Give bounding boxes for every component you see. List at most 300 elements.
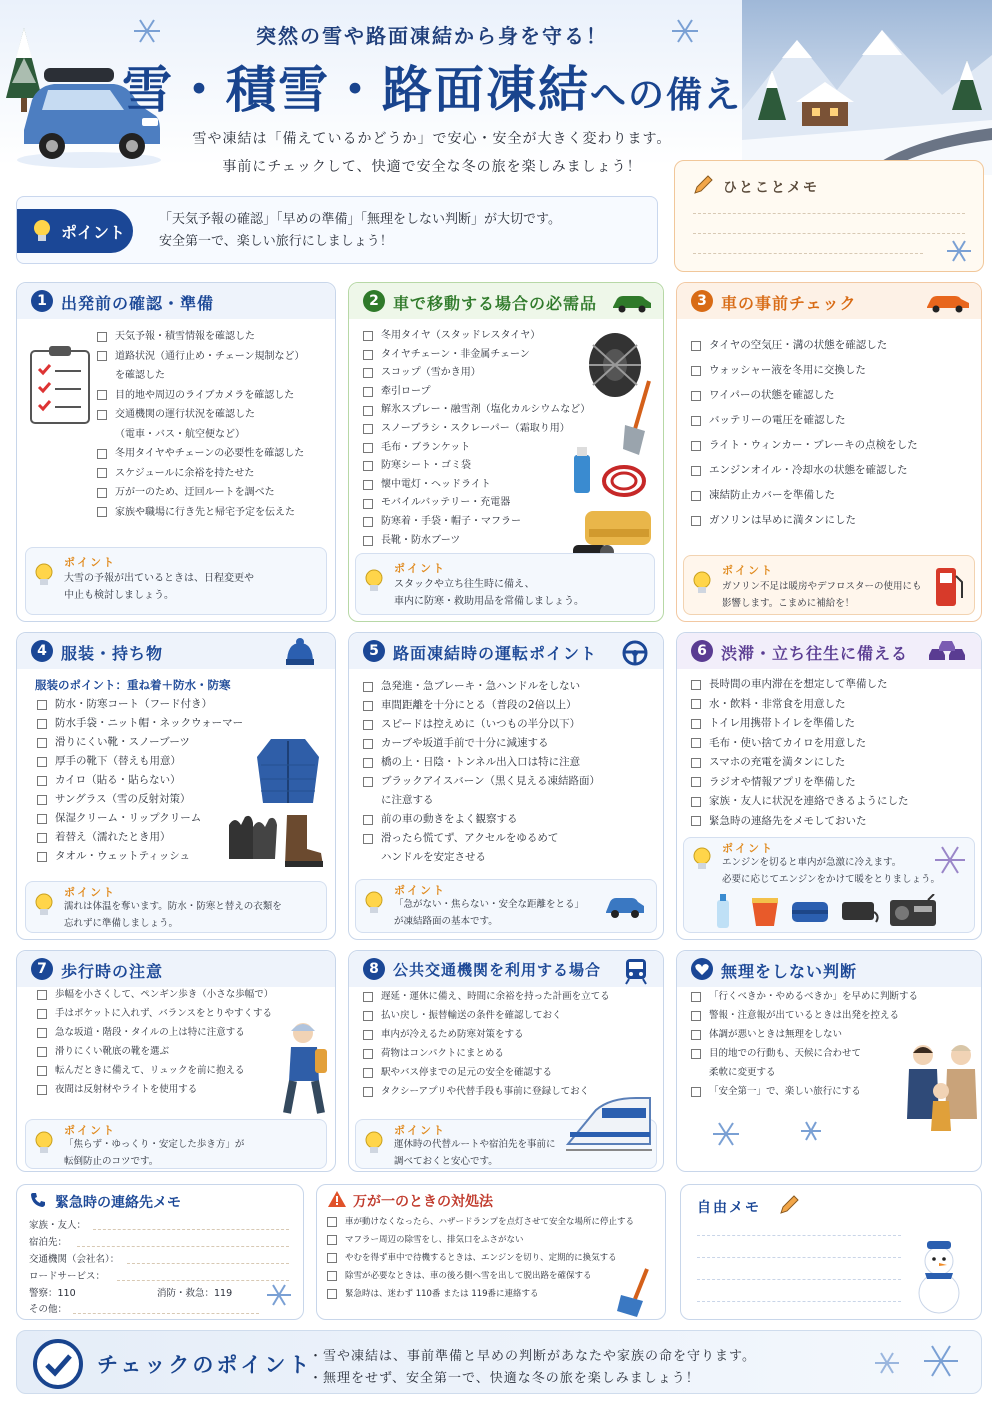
checklist-item[interactable] [35,847,243,866]
checklist-item[interactable] [689,792,909,812]
checkbox[interactable] [363,387,373,397]
checklist-item[interactable] [361,677,600,696]
checkbox[interactable] [37,738,47,748]
snowflake-icon [711,1119,741,1149]
checklist-item[interactable] [361,1063,610,1082]
checklist-item[interactable] [689,1025,918,1044]
car-icon [611,293,653,313]
checkbox[interactable] [691,366,701,376]
checklist-item[interactable] [361,327,590,346]
checklist-item[interactable] [361,532,590,551]
checkbox[interactable] [363,682,373,692]
checklist-item[interactable] [325,1231,634,1249]
checkbox[interactable] [363,424,373,434]
footer-title: チェックのポイント [97,1353,313,1377]
checkbox[interactable] [691,680,701,690]
footer-line-2: ・無理をせず、安全第一で、快適な冬の旅を楽しみましょう！ [309,1371,700,1386]
checklist-item[interactable] [361,1006,610,1025]
tip-text [722,578,922,612]
section-public-transport [348,950,664,1172]
checklist [361,677,600,867]
tip-box [25,1119,327,1169]
checklist [689,333,918,533]
tip-text [64,570,254,604]
checklist-text: 交通機関の運行状況を確認した [115,409,255,420]
checklist-item[interactable] [35,828,243,847]
checklist-text: 目的地や周辺のライブカメラを確認した [115,389,295,401]
tip-line: 車内に防寒・救助用品を常備しましょう。 [394,596,584,607]
checklist-item[interactable] [325,1213,634,1231]
checklist-item[interactable] [361,810,600,829]
winter-jacket-illustration [253,733,323,807]
checkbox[interactable] [363,517,373,527]
checklist-text: 毛布・ブランケット [381,441,471,453]
checklist-item[interactable] [689,433,918,458]
checkbox[interactable] [691,341,701,351]
family-illustration [899,1039,983,1135]
checkbox[interactable] [97,351,107,361]
checklist-text: 防寒着・手袋・帽子・マフラー [381,515,521,527]
checkbox[interactable] [691,758,701,768]
checklist-text: やむを得ず車中で待機するときは、エンジンを切り、定期的に換気する [345,1253,617,1263]
checklist-item[interactable] [361,734,600,753]
checkbox[interactable] [97,488,107,498]
checkbox[interactable] [363,1087,373,1097]
checklist-item[interactable] [95,347,305,367]
checklist-item[interactable] [361,772,600,791]
checkbox[interactable] [327,1217,337,1227]
checklist-text: タイヤチェーン・非金属チェーン [381,348,530,360]
checklist-item[interactable] [361,401,590,420]
section-title: 歩行時の注意 [61,962,164,981]
checkbox[interactable] [97,410,107,420]
checkbox[interactable] [691,391,701,401]
train-icon [623,957,649,985]
tip-box [355,553,655,615]
contact-row: ロードサービス： [29,1271,106,1282]
checklist-text: 防寒シート・ゴミ袋 [381,460,471,472]
checkbox[interactable] [363,815,373,825]
section-title: 公共交通機関を利用する場合 [393,961,602,979]
checklist-item[interactable] [95,386,305,406]
memo-title: ひとことメモ [723,180,819,196]
checklist [361,327,590,550]
checkbox[interactable] [691,738,701,748]
checklist-item[interactable] [35,714,243,733]
checkbox[interactable] [363,992,373,1002]
checkbox[interactable] [327,1271,337,1281]
checklist-item[interactable] [35,985,273,1004]
section-title: 無理をしない判断 [721,962,858,981]
checklist-item[interactable] [361,346,590,365]
water-bottle-icon [714,892,732,930]
tip-line: 濡れは体温を奪います。防水・防寒と替えの衣類を [64,901,282,912]
checklist-text: タクシーアプリや代替手段も事前に登録しておく [381,1086,590,1097]
checkbox[interactable] [691,491,701,501]
checklist-text: 荷物はコンパクトにまとめる [381,1048,504,1059]
checklist-item[interactable] [325,1267,634,1285]
lead-line-2: 事前にチェックして、快適で安全な冬の旅を楽しみましょう！ [222,159,642,175]
checkbox[interactable] [691,1011,701,1021]
checklist-text: 除雪が必要なときは、車の後ろ側へ雪を出して脱出路を確保する [345,1271,592,1281]
checklist-item[interactable] [361,439,590,458]
checklist-item[interactable] [689,734,909,754]
memo-box[interactable] [674,160,984,272]
checklist-item[interactable] [689,383,918,408]
checkbox[interactable] [97,390,107,400]
checklist-text: サングラス（雪の反射対策） [55,793,191,805]
checklist-item[interactable] [35,733,243,752]
tip-box [355,879,657,933]
checklist-item[interactable] [361,1044,610,1063]
section-traffic-stranded [676,632,982,940]
lead-line-1: 雪や凍結は「備えているかどうか」で安心・安全が大きく変わります。 [192,131,672,147]
police-number: 警察：110 [29,1288,76,1299]
checklist-item[interactable] [35,1042,273,1061]
car-icon [925,293,971,313]
steering-wheel-icon [621,639,649,667]
tip-line: 「焦らず・ゆっくり・安定した歩き方」が [64,1139,245,1150]
warning-icon [327,1190,347,1208]
checkbox[interactable] [363,480,373,490]
checkbox[interactable] [691,1087,701,1097]
clothing-subhead: 服装のポイント：重ね着＋防水・防寒 [35,678,231,692]
section-number: 5 [363,640,385,662]
checkbox[interactable] [37,795,47,805]
checkbox[interactable] [363,739,373,749]
checkbox[interactable] [691,719,701,729]
checkbox[interactable] [691,1049,701,1059]
checklist-item[interactable] [361,753,600,772]
checklist-text: バッテリーの電圧を確認した [709,414,846,426]
checklist-text: 車間距離を十分にとる（普段の2倍以上） [381,699,577,711]
checklist-text: 目的地での行動も、天候に合わせて [709,1048,862,1059]
checkbox[interactable] [691,797,701,807]
checkbox[interactable] [37,833,47,843]
checklist-text: スコップ（雪かき用） [381,367,481,379]
checkbox[interactable] [363,834,373,844]
checkbox[interactable] [691,777,701,787]
checkbox[interactable] [363,406,373,416]
checkbox[interactable] [363,1068,373,1078]
tip-line: スタックや立ち往生時に備え、 [394,579,535,590]
knit-hat-icon [283,637,317,667]
checklist-text: 前の車の動きをよく観察する [381,813,518,825]
checklist-item[interactable] [361,364,590,383]
checkbox[interactable] [691,816,701,826]
tip-box [683,837,975,933]
checkbox[interactable] [37,719,47,729]
checkbox[interactable] [37,852,47,862]
checklist-text: ハンドルを安定させる [381,851,486,863]
checklist-item[interactable] [361,494,590,513]
gas-pump-icon [934,564,964,608]
checklist-item[interactable] [35,1004,273,1023]
page-subtitle: 突然の雪や路面凍結から身を守る！ [256,24,608,48]
checklist-item[interactable] [361,457,590,476]
shovel-illustration [619,379,659,459]
contact-row: 家族・友人： [29,1220,87,1231]
checklist-item[interactable] [35,1061,273,1080]
checklist-text: 転んだときに備えて、リュックを前に抱える [55,1065,245,1076]
car-on-ice-icon [602,892,646,922]
gloves-illustration [225,811,279,863]
checkbox[interactable] [691,992,701,1002]
checklist-text: 牽引ロープ [381,385,431,397]
tip-line: 中止も検討しましょう。 [64,590,174,601]
point-tag [17,209,133,253]
section-number: 3 [691,290,713,312]
pencil-icon [691,173,715,197]
checklist-item[interactable] [95,464,305,484]
checklist-item[interactable] [689,1006,918,1025]
checklist-text: 家族・友人に状況を連絡できるようにした [709,795,909,807]
tip-line: 「急がない・焦らない・安全な距離をとる」 [394,899,585,910]
section-icy-driving [348,632,664,940]
spray-can-illustration [571,443,593,495]
checkbox[interactable] [37,700,47,710]
checklist-item[interactable] [35,1023,273,1042]
checklist-item[interactable] [361,476,590,495]
checkbox[interactable] [327,1235,337,1245]
free-memo-card[interactable] [680,1184,982,1320]
checklist-item[interactable] [95,444,305,464]
checkbox[interactable] [363,350,373,360]
checklist-text: を確認した [115,370,165,381]
checklist-item[interactable] [689,675,909,695]
checkbox[interactable] [363,758,373,768]
snowflake-icon [932,842,968,878]
tip-label: ポイント [394,884,446,897]
checklist-continuation [95,366,305,386]
lightbulb-icon [364,568,384,594]
checklist-item[interactable] [325,1249,634,1267]
snowflake-icon [921,1341,961,1381]
checkbox[interactable] [97,507,107,517]
tip-label: ポイント [64,886,116,899]
snow-shovel-icon [615,1267,655,1319]
checklist-item[interactable] [95,327,305,347]
snowflake-icon [265,1281,293,1309]
checklist-continuation [361,791,600,810]
checklist-item[interactable] [689,773,909,793]
tip-label: ポイント [64,1124,116,1137]
checklist-item[interactable] [95,483,305,503]
tip-text [394,576,584,610]
checklist-item[interactable] [35,809,243,828]
lightbulb-icon [364,1130,384,1156]
checkbox[interactable] [691,1030,701,1040]
checklist-item[interactable] [35,695,243,714]
section-departure-prep [16,282,336,622]
checklist-text: ラジオや情報アプリを準備した [709,775,856,788]
checkbox[interactable] [363,777,373,787]
checklist-text: スマホの充電を満タンにした [709,756,846,768]
checklist-item[interactable] [95,503,305,523]
snowflake-icon [945,237,973,265]
checklist-item[interactable] [35,1080,273,1099]
checklist-continuation [361,848,600,867]
tip-line: 運休時の代替ルートや宿泊先を事前に [394,1139,556,1150]
tip-line: ガソリン不足は暖房やデフロスターの使用にも [722,581,922,592]
checkbox[interactable] [691,466,701,476]
checkbox[interactable] [691,699,701,709]
checklist-item[interactable] [325,1285,634,1303]
checkbox[interactable] [97,332,107,342]
checklist-item[interactable] [361,715,600,734]
page-title [0,50,864,122]
checkbox[interactable] [363,499,373,509]
checklist-text: 「安全第一」で、楽しい旅行にする [709,1086,861,1097]
checkbox[interactable] [363,368,373,378]
checklist-item[interactable] [35,771,243,790]
section-title: 路面凍結時の運転ポイント [393,644,598,663]
lightbulb-icon [692,570,712,596]
section-number: 2 [363,290,385,312]
checklist-item[interactable] [361,383,590,402]
checkbox[interactable] [691,516,701,526]
checkbox[interactable] [37,776,47,786]
checklist-text: タイヤの空気圧・溝の状態を確認した [709,339,888,351]
checklist-text: 家族や職場に行き先と帰宅予定を伝えた [115,506,295,518]
emergency-contacts-card[interactable] [16,1184,304,1320]
tip-text [722,854,940,888]
checkbox[interactable] [37,1009,47,1019]
checklist-item[interactable] [689,458,918,483]
checklist-text: カイロ（貼る・貼らない） [55,774,181,786]
checkbox[interactable] [37,1028,47,1038]
checkbox[interactable] [37,814,47,824]
checklist-item[interactable] [689,408,918,433]
contact-row: 交通機関（会社名）： [29,1254,120,1265]
checkbox[interactable] [363,1030,373,1040]
checklist-item[interactable] [689,812,909,832]
tip-line: が凍結路面の基本です。 [394,916,498,927]
checkbox[interactable] [363,443,373,453]
checkbox[interactable] [37,1047,47,1057]
checkbox[interactable] [37,1066,47,1076]
checklist-item[interactable] [361,696,600,715]
tip-line: 必要に応じてエンジンをかけて暖をとりましょう。 [722,874,941,885]
checkbox[interactable] [363,1011,373,1021]
checklist-item[interactable] [689,987,918,1006]
checkbox[interactable] [97,468,107,478]
checklist-text: 急発進・急ブレーキ・急ハンドルをしない [381,680,581,692]
checklist [35,985,273,1099]
tip-box [683,555,975,615]
checkbox[interactable] [97,449,107,459]
lightbulb-icon [34,892,54,918]
checklist-item[interactable] [361,1025,610,1044]
checkbox[interactable] [691,441,701,451]
checklist-text: 払い戻し・振替輸送の条件を確認しておく [381,1010,562,1021]
checkbox[interactable] [363,701,373,711]
tip-box [25,881,327,933]
checkbox[interactable] [37,757,47,767]
checkbox[interactable] [363,331,373,341]
checklist-text: 歩幅を小さくして、ペンギン歩き（小さな歩幅で） [55,989,274,1000]
checklist-text: 毛布・使い捨てカイロを用意した [709,736,867,749]
checklist-item[interactable] [689,695,909,715]
checkbox[interactable] [37,1085,47,1095]
checkbox[interactable] [363,461,373,471]
checkbox[interactable] [363,720,373,730]
checklist-item[interactable] [689,1082,918,1101]
checklist-text: 手はポケットに入れず、バランスをとりやすくする [55,1008,272,1019]
section-number: 7 [31,958,53,980]
checkbox[interactable] [37,990,47,1000]
clipboard-checklist-icon [27,345,93,425]
checklist-text: 滑りにくい靴・スノーブーツ [55,736,190,748]
checklist-item[interactable] [361,513,590,532]
tip-label: ポイント [722,842,774,855]
checklist-item[interactable] [35,752,243,771]
section-car-check [676,282,982,622]
checklist-item[interactable] [35,790,243,809]
checklist-text: ガソリンは早めに満タンにした [709,514,856,526]
checklist-text: 滑りにくい靴底の靴を選ぶ [55,1046,170,1057]
checkbox[interactable] [691,416,701,426]
checklist-continuation [95,425,305,445]
checklist-text: （電車・バス・航空便など） [115,428,245,440]
checklist-item[interactable] [689,358,918,383]
checklist-item[interactable] [95,405,305,425]
checklist-item[interactable] [361,420,590,439]
checkbox[interactable] [327,1289,337,1299]
checklist-item[interactable] [689,508,918,533]
bullet-train-illustration [566,1092,652,1160]
checklist-item[interactable] [689,1044,918,1063]
blanket-icon [790,898,830,926]
checklist-text: 解氷スプレー・融雪剤（塩化カルシウムなど） [381,404,591,416]
checklist-text: スケジュールに余裕を持たせた [115,467,255,479]
tip-line: 転倒防止のコツです。 [64,1156,159,1167]
checklist-text: マフラー周辺の除雪をし、排気口をふさがない [345,1235,524,1245]
section-no-overdoing [676,950,982,1172]
checklist-text: スピードは控えめに（いつもの半分以下） [381,718,581,730]
checkbox[interactable] [363,1049,373,1059]
checklist-item[interactable] [689,483,918,508]
checklist-item[interactable] [361,829,600,848]
checklist-text: 滑ったら慌てず、アクセルをゆるめて [381,832,559,844]
checklist-text: ブラックアイスバーン（黒く見える凍結路面） [381,775,601,787]
checkbox[interactable] [327,1253,337,1263]
snowman-illustration [907,1237,971,1317]
traffic-jam-icon [927,639,969,667]
checklist-text: 「行くべきか・やめるべきか」を早めに判断する [709,991,919,1002]
tip-line: エンジンを切ると車内が急激に冷えます。 [722,857,902,868]
footer-check-points [16,1330,982,1394]
checklist-item[interactable] [689,753,909,773]
checklist-item[interactable] [689,333,918,358]
checklist-text: 駅やバス停までの足元の安全を確認する [381,1067,553,1078]
checklist-text: 夜間は反射材やライトを使用する [55,1084,198,1095]
section-number: 8 [363,958,385,980]
tip-label: ポイント [722,564,774,577]
checklist-text: 厚手の靴下（替えも用意） [55,755,181,767]
checkbox[interactable] [363,536,373,546]
checklist-text: 緊急時は、迷わず 110番 または 119番に連絡する [345,1289,539,1299]
checklist-text: 凍結防止カバーを準備した [709,489,835,501]
checklist-item[interactable] [689,714,909,734]
tip-text [394,1136,556,1170]
point-banner [16,196,658,264]
point-tag-label: ポイント [61,223,126,242]
checklist-item[interactable] [361,987,610,1006]
section-number: 4 [31,640,53,662]
checklist-text: 橋の上・日陰・トンネル出入口は特に注意 [381,756,581,768]
checklist-text: モバイルバッテリー・充電器 [381,497,511,509]
